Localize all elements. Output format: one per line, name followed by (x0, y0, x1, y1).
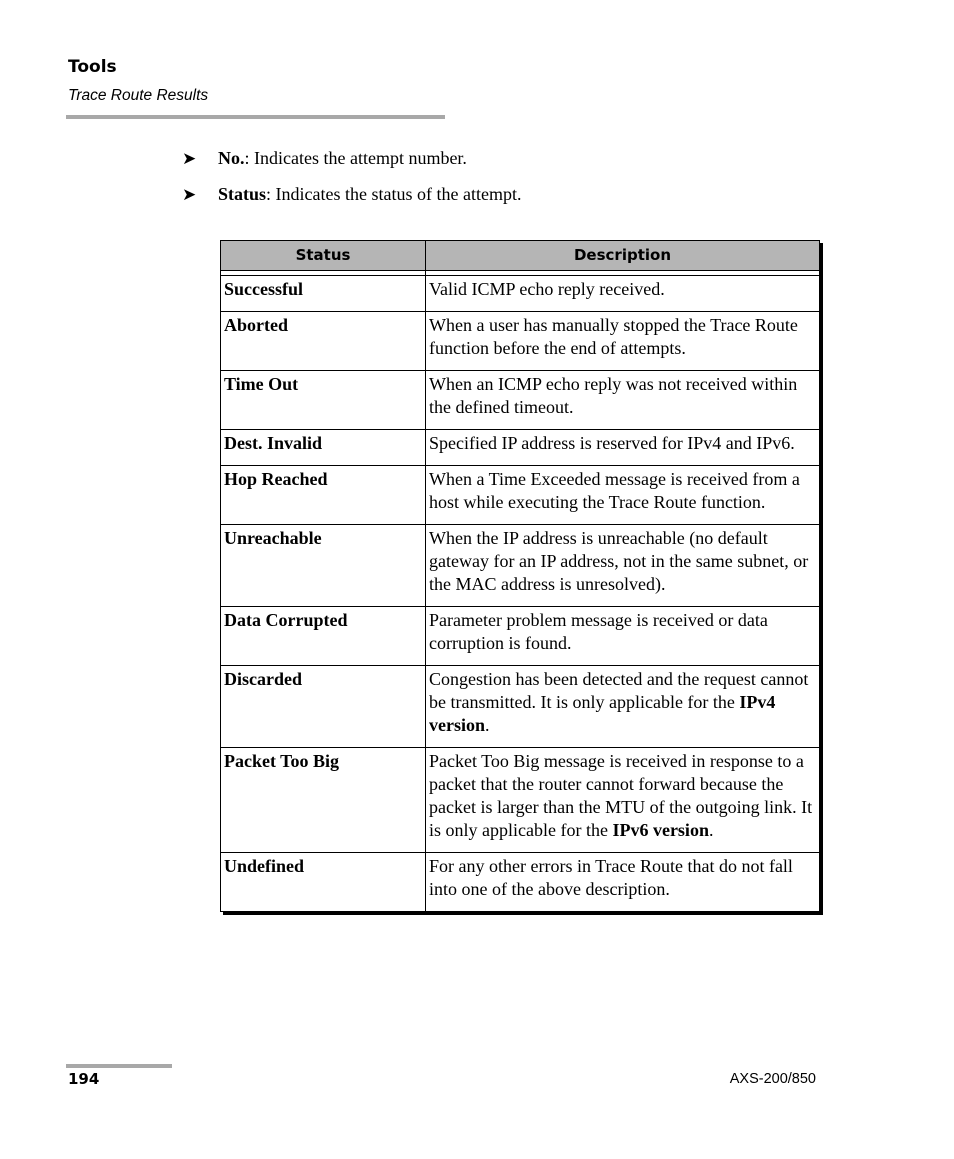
description-cell: When the IP address is unreachable (no default gateway for an IP address, not in the same subnet, or the MAC address is unresolved). (426, 525, 820, 607)
status-cell: Hop Reached (221, 466, 426, 525)
description-cell: Specified IP address is reserved for IPv4 and IPv6. (426, 430, 820, 466)
table-header-row (221, 241, 820, 271)
list-item (182, 183, 521, 219)
product-model: AXS-200/850 (729, 1071, 816, 1087)
status-cell: Undefined (221, 853, 426, 912)
bullet-text: : Indicates the attempt number. (244, 148, 467, 168)
section-title: Tools (68, 57, 117, 77)
status-cell: Packet Too Big (221, 748, 426, 853)
table-row (221, 525, 820, 607)
section-subtitle: Trace Route Results (68, 87, 209, 104)
footer-divider (66, 1064, 172, 1068)
description-end: . (485, 715, 490, 735)
table-row (221, 430, 820, 466)
table-row (221, 466, 820, 525)
table-row (221, 748, 820, 853)
status-cell: Discarded (221, 666, 426, 748)
header-divider (66, 115, 445, 119)
status-cell: Unreachable (221, 525, 426, 607)
description-cell: When a Time Exceeded message is received from a host while executing the Trace Route function. (426, 466, 820, 525)
arrowhead-icon: ➤ (182, 185, 197, 205)
bullet-text: : Indicates the status of the attempt. (266, 184, 522, 204)
table-row (221, 371, 820, 430)
description-emphasis: IPv4 version (429, 692, 776, 735)
arrowhead-icon: ➤ (182, 149, 197, 169)
status-cell: Dest. Invalid (221, 430, 426, 466)
table-row (221, 312, 820, 371)
description-cell: Valid ICMP echo reply received. (426, 276, 820, 312)
bullet-list (182, 147, 521, 219)
table-row (221, 853, 820, 912)
table-row (221, 276, 820, 312)
description-emphasis: IPv6 version (612, 820, 709, 840)
description-cell: When an ICMP echo reply was not received within the defined timeout. (426, 371, 820, 430)
table-row (221, 666, 820, 748)
column-header-status: Status (221, 241, 426, 271)
description-cell: Parameter problem message is received or data corruption is found. (426, 607, 820, 666)
status-cell: Time Out (221, 371, 426, 430)
description-end: . (708, 820, 714, 840)
description-cell (426, 748, 820, 853)
status-table (220, 240, 820, 912)
status-cell: Data Corrupted (221, 607, 426, 666)
status-cell: Successful (221, 276, 426, 312)
description-text: Packet Too Big message is received in response to a packet that the router cannot forward because the packet is larger than the MTU of the outgoing link. It is only applicable for the (429, 751, 813, 840)
bullet-term: No. (218, 148, 245, 168)
description-cell: For any other errors in Trace Route that do not fall into one of the above description. (426, 853, 820, 912)
description-cell (426, 666, 820, 748)
page-number: 194 (68, 1070, 100, 1088)
status-cell: Aborted (221, 312, 426, 371)
column-header-description: Description (426, 241, 820, 271)
description-text: Congestion has been detected and the request cannot be transmitted. It is only applicable for the (429, 669, 809, 712)
list-item (182, 147, 521, 183)
bullet-term: Status (218, 184, 267, 204)
description-cell: When a user has manually stopped the Trace Route function before the end of attempts. (426, 312, 820, 371)
table-row (221, 607, 820, 666)
